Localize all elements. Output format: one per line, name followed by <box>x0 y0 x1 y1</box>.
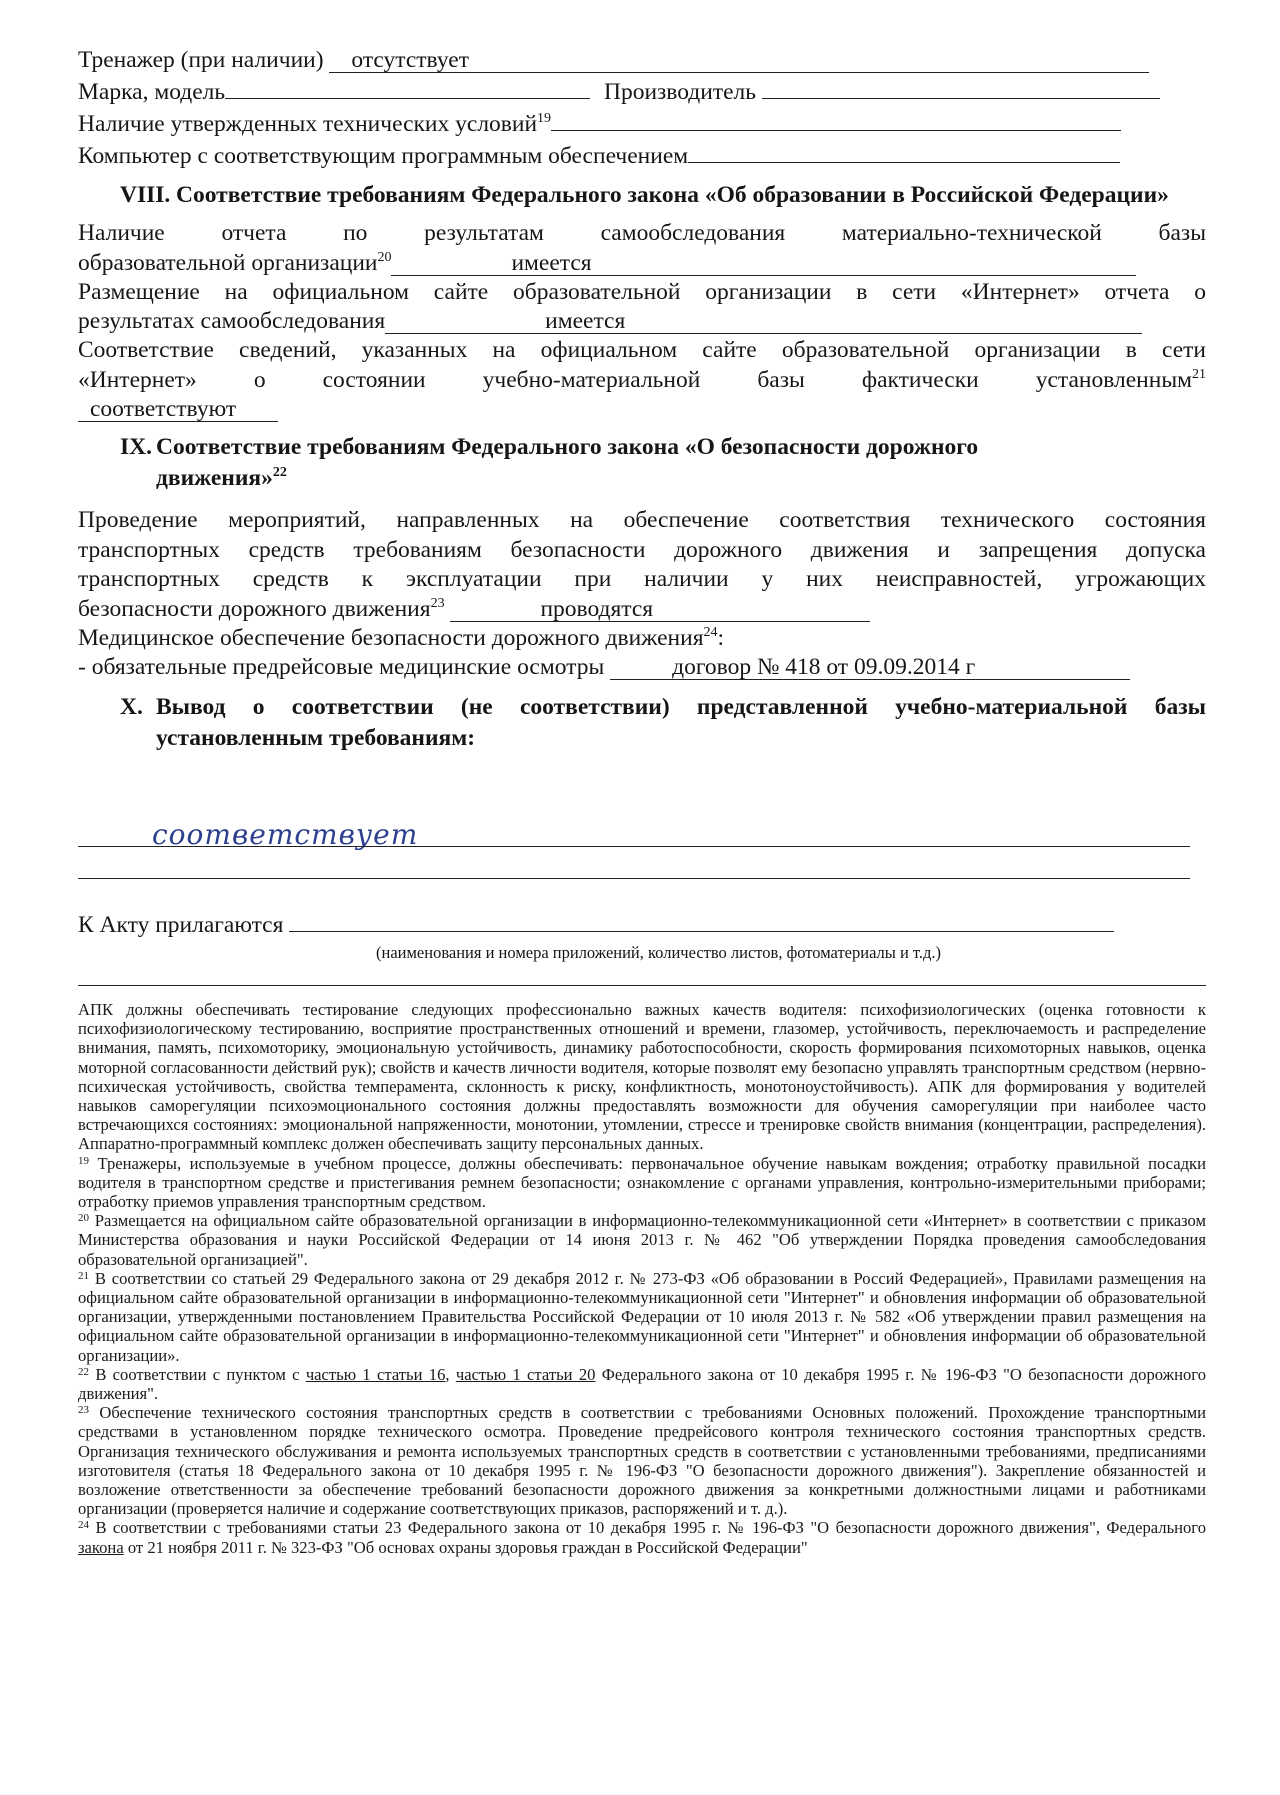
attachments-label: К Акту прилагаются <box>78 912 284 938</box>
section-9-title: Соответствие требованиям Федерального закона «О безопасности дорожного движения»$^{22}$ <box>156 434 979 491</box>
handwritten-conclusion: соответствует <box>152 818 419 851</box>
form-body <box>78 46 1206 754</box>
footnote-21: $^{21}$ В соответствии со статьей 29 Федерального закона от 29 декабря 2012 г. № 273-ФЗ «Об образовании в Россий Федерацией», Правилами размещения на официальном сайте образовательной организации в информационно-телекоммуникационной сети "Интернет" и обновления информации об образовательной организации, утвержденными постановлением Правительства Российской Федерации от 10 июля 2013 г. № 582 «Об утверждении правил размещения на официальном сайте образовательной организации в информационно-телекоммуникационной сети "Интернет" и обновления информации об образовательной организации». <box>78 1268 1206 1365</box>
computer-label: Компьютер с соответствующим программным обеспечением <box>78 143 689 169</box>
attachments-line-2 <box>78 985 1206 986</box>
report-text: Наличие отчета по результатам самообследования материально-технической базы <box>78 220 1206 246</box>
footnote-ref-24: 24 <box>703 624 718 640</box>
report-label: образовательной организации <box>78 249 378 276</box>
section-9-body <box>78 506 1206 682</box>
brand-label: Марка, модель <box>78 79 226 105</box>
footnote-19: $^{19}$ Тренажеры, используемые в учебном процессе, должны обеспечивать: первоначальное обучение навыкам вождения; отработку правильной посадки водителя в транспортном средстве и пристегивания ремнем безопасности; ознакомление с органами управления, контрольно-измерительными приборами; отработку приемов управления транспортным средством. <box>78 1153 1206 1212</box>
conclusion-line-2 <box>78 878 1190 879</box>
section-9-heading <box>78 432 1206 494</box>
link-part-1-art-20[interactable]: частью 1 статьи 20 <box>455 1364 596 1384</box>
footnotes <box>78 1000 1206 1557</box>
compliance-row <box>78 395 1206 424</box>
trainer-label: Тренажер (при наличии) <box>78 47 324 73</box>
section-10-heading <box>78 692 1206 754</box>
safety-row <box>78 595 1206 624</box>
medical-label: Медицинское обеспечение безопасности дорожного движения <box>78 624 704 651</box>
placement-label: результатах самообследования <box>78 308 386 334</box>
medical-row: Медицинское обеспечение безопасности дорожного движения$^{24}$: <box>78 624 725 651</box>
placement-text: Размещение на официальном сайте образовательной организации в сети «Интернет» отчета о <box>78 278 1206 305</box>
section-8-heading <box>78 180 1206 211</box>
footnote-23: $^{23}$ Обеспечение технического состояния транспортных средств в соответствии с требованиями Основных положений. Прохождение транспортными средствами в установленном порядке технического осмотра. Проведение предрейсового контроля технического состояния транспортных средств. Организация технического обслуживания и ремонта используемых транспортных средств в соответствии с установленными требованиями, предписаниями изготовителя (статья 18 Федерального закона от 10 декабря 1995 г. № 196-ФЗ "О безопасности дорожного движения"). Закрепление обязанностей и возложение ответственности за обеспечение требований безопасности дорожного движения за конкретными должностными лицами и работниками организации (проверяется наличие и содержание соответствующих приказов, распоряжений и т. д.). <box>78 1403 1207 1519</box>
section-9-number: IX. <box>120 434 152 460</box>
tech-row <box>78 107 1206 139</box>
footnote-ref-21: 21 <box>1192 366 1206 382</box>
section-8-body <box>78 219 1206 424</box>
computer-field <box>688 139 1120 163</box>
section-10-title: Вывод о соответствии (не соответствии) представленной учебно-материальной базы установленным требованиям: <box>156 693 1206 751</box>
checkup-label: - обязательные предрейсовые медицинские осмотры <box>78 653 605 680</box>
section-8-title: Соответствие требованиям Федерального закона «Об образовании в Российской Федерации» <box>176 182 1169 208</box>
attachments-caption: (наименования и номера приложений, количество листов, фотоматериалы и т.д.) <box>376 943 942 962</box>
trainer-row <box>78 46 1206 75</box>
safety-label: безопасности дорожного движения <box>78 595 431 622</box>
attachments-row <box>78 908 1114 940</box>
safety-value: проводятся <box>450 597 870 622</box>
footnote-ref-22: 22 <box>272 465 287 480</box>
placement-value: имеется <box>385 309 1142 334</box>
safety-text-3: транспортных средств к эксплуатации при наличии у них неисправностей, угрожающих <box>78 566 1206 592</box>
tech-field <box>551 107 1121 131</box>
maker-field <box>762 75 1160 99</box>
footnote-ref-23: 23 <box>430 595 445 611</box>
brand-row <box>78 75 1206 107</box>
checkup-row <box>78 653 1206 682</box>
checkup-value: договор № 418 от 09.09.2014 г <box>610 655 1130 680</box>
footnote-20: $^{20}$ Размещается на официальном сайте образовательной организации в информационно-телекоммуникационной сети «Интернет» в соответствии с приказом Министерства образования и науки Российской Федерации от 14 июня 2013 г. № 462 "Об утверждении Порядка проведения самообследования образовательной организацией". <box>78 1211 1206 1269</box>
compliance-value: соответствуют <box>78 397 278 422</box>
section-10-number: X. <box>120 693 143 720</box>
section-8-number: VIII. <box>120 182 171 208</box>
safety-text-2: транспортных средств требованиям безопасности дорожного движения и запрещения допуска <box>78 536 1206 563</box>
footnote-22: $^{22}$ В соответствии с пунктом с частью 1 статьи 16, частью 1 статьи 20 Федерального закона от 10 декабря 1995 г. № 196-ФЗ "О безопасности дорожного движения". <box>78 1364 1206 1404</box>
link-part-1-art-16[interactable]: частью 1 статьи 16 <box>305 1364 446 1384</box>
report-value: имеется <box>391 251 1136 276</box>
compliance-text: Соответствие сведений, указанных на официальном сайте образовательной организации в сети <box>78 337 1206 363</box>
maker-label: Производитель <box>603 79 756 105</box>
footnote-18: АПК должны обеспечивать тестирование следующих профессионально важных качеств водителя: психофизиологических (оценка готовности к психофизиологическому тестированию, восприятие пространственных отношений и времени, глазомер, устойчивость, переключаемость и распределение внимания, память, психомоторику, эмоциональную устойчивость, динамику работоспособности, скорость формирования психомоторных навыков, оценка моторной согласованности действий рук); свойств и качеств личности водителя, которые позволят ему безопасно управлять транспортным средством (нервно-психическая устойчивость, свойства темперамента, склонность к риску, конфликтность, монотоноустойчивость). АПК для формирования у водителей навыков саморегуляции психоэмоционального состояния должны предоставлять возможности для обучения саморегуляции при наиболее часто встречающихся состояниях: эмоциональной напряженности, монотонии, утомлении, стрессе и тренировке свойств внимания (концентрации, распределения). Аппаратно-программный комплекс должен обеспечивать защиту персональных данных. <box>78 1000 1206 1154</box>
footnote-ref-20: 20 <box>377 249 392 265</box>
attachments-field <box>289 908 1114 932</box>
report-row <box>78 249 1206 278</box>
footnote-24: $^{24}$ В соответствии с требованиями статьи 23 Федерального закона от 10 декабря 1995 г. № 196-ФЗ "О безопасности дорожного движения", Федерального закона от 21 ноября 2011 г. № 323-ФЗ "Об основах охраны здоровья граждан в Российской Федерации" <box>78 1518 1206 1557</box>
tech-label: Наличие утвержденных технических условий <box>78 111 538 137</box>
safety-text-1: Проведение мероприятий, направленных на обеспечение соответствия технического состояния <box>78 507 1206 533</box>
placement-row <box>78 307 1206 336</box>
footnote-ref-19: 19 <box>537 111 552 126</box>
computer-row <box>78 139 1206 171</box>
link-law-323[interactable]: закона <box>78 1537 124 1557</box>
trainer-value: отсутствует <box>329 48 1149 73</box>
compliance-text-2: «Интернет» о состоянии учебно-материальной базы фактически установленным$^{21}$ <box>78 366 1206 393</box>
conclusion-line-1 <box>78 846 1190 847</box>
brand-field <box>225 75 590 99</box>
